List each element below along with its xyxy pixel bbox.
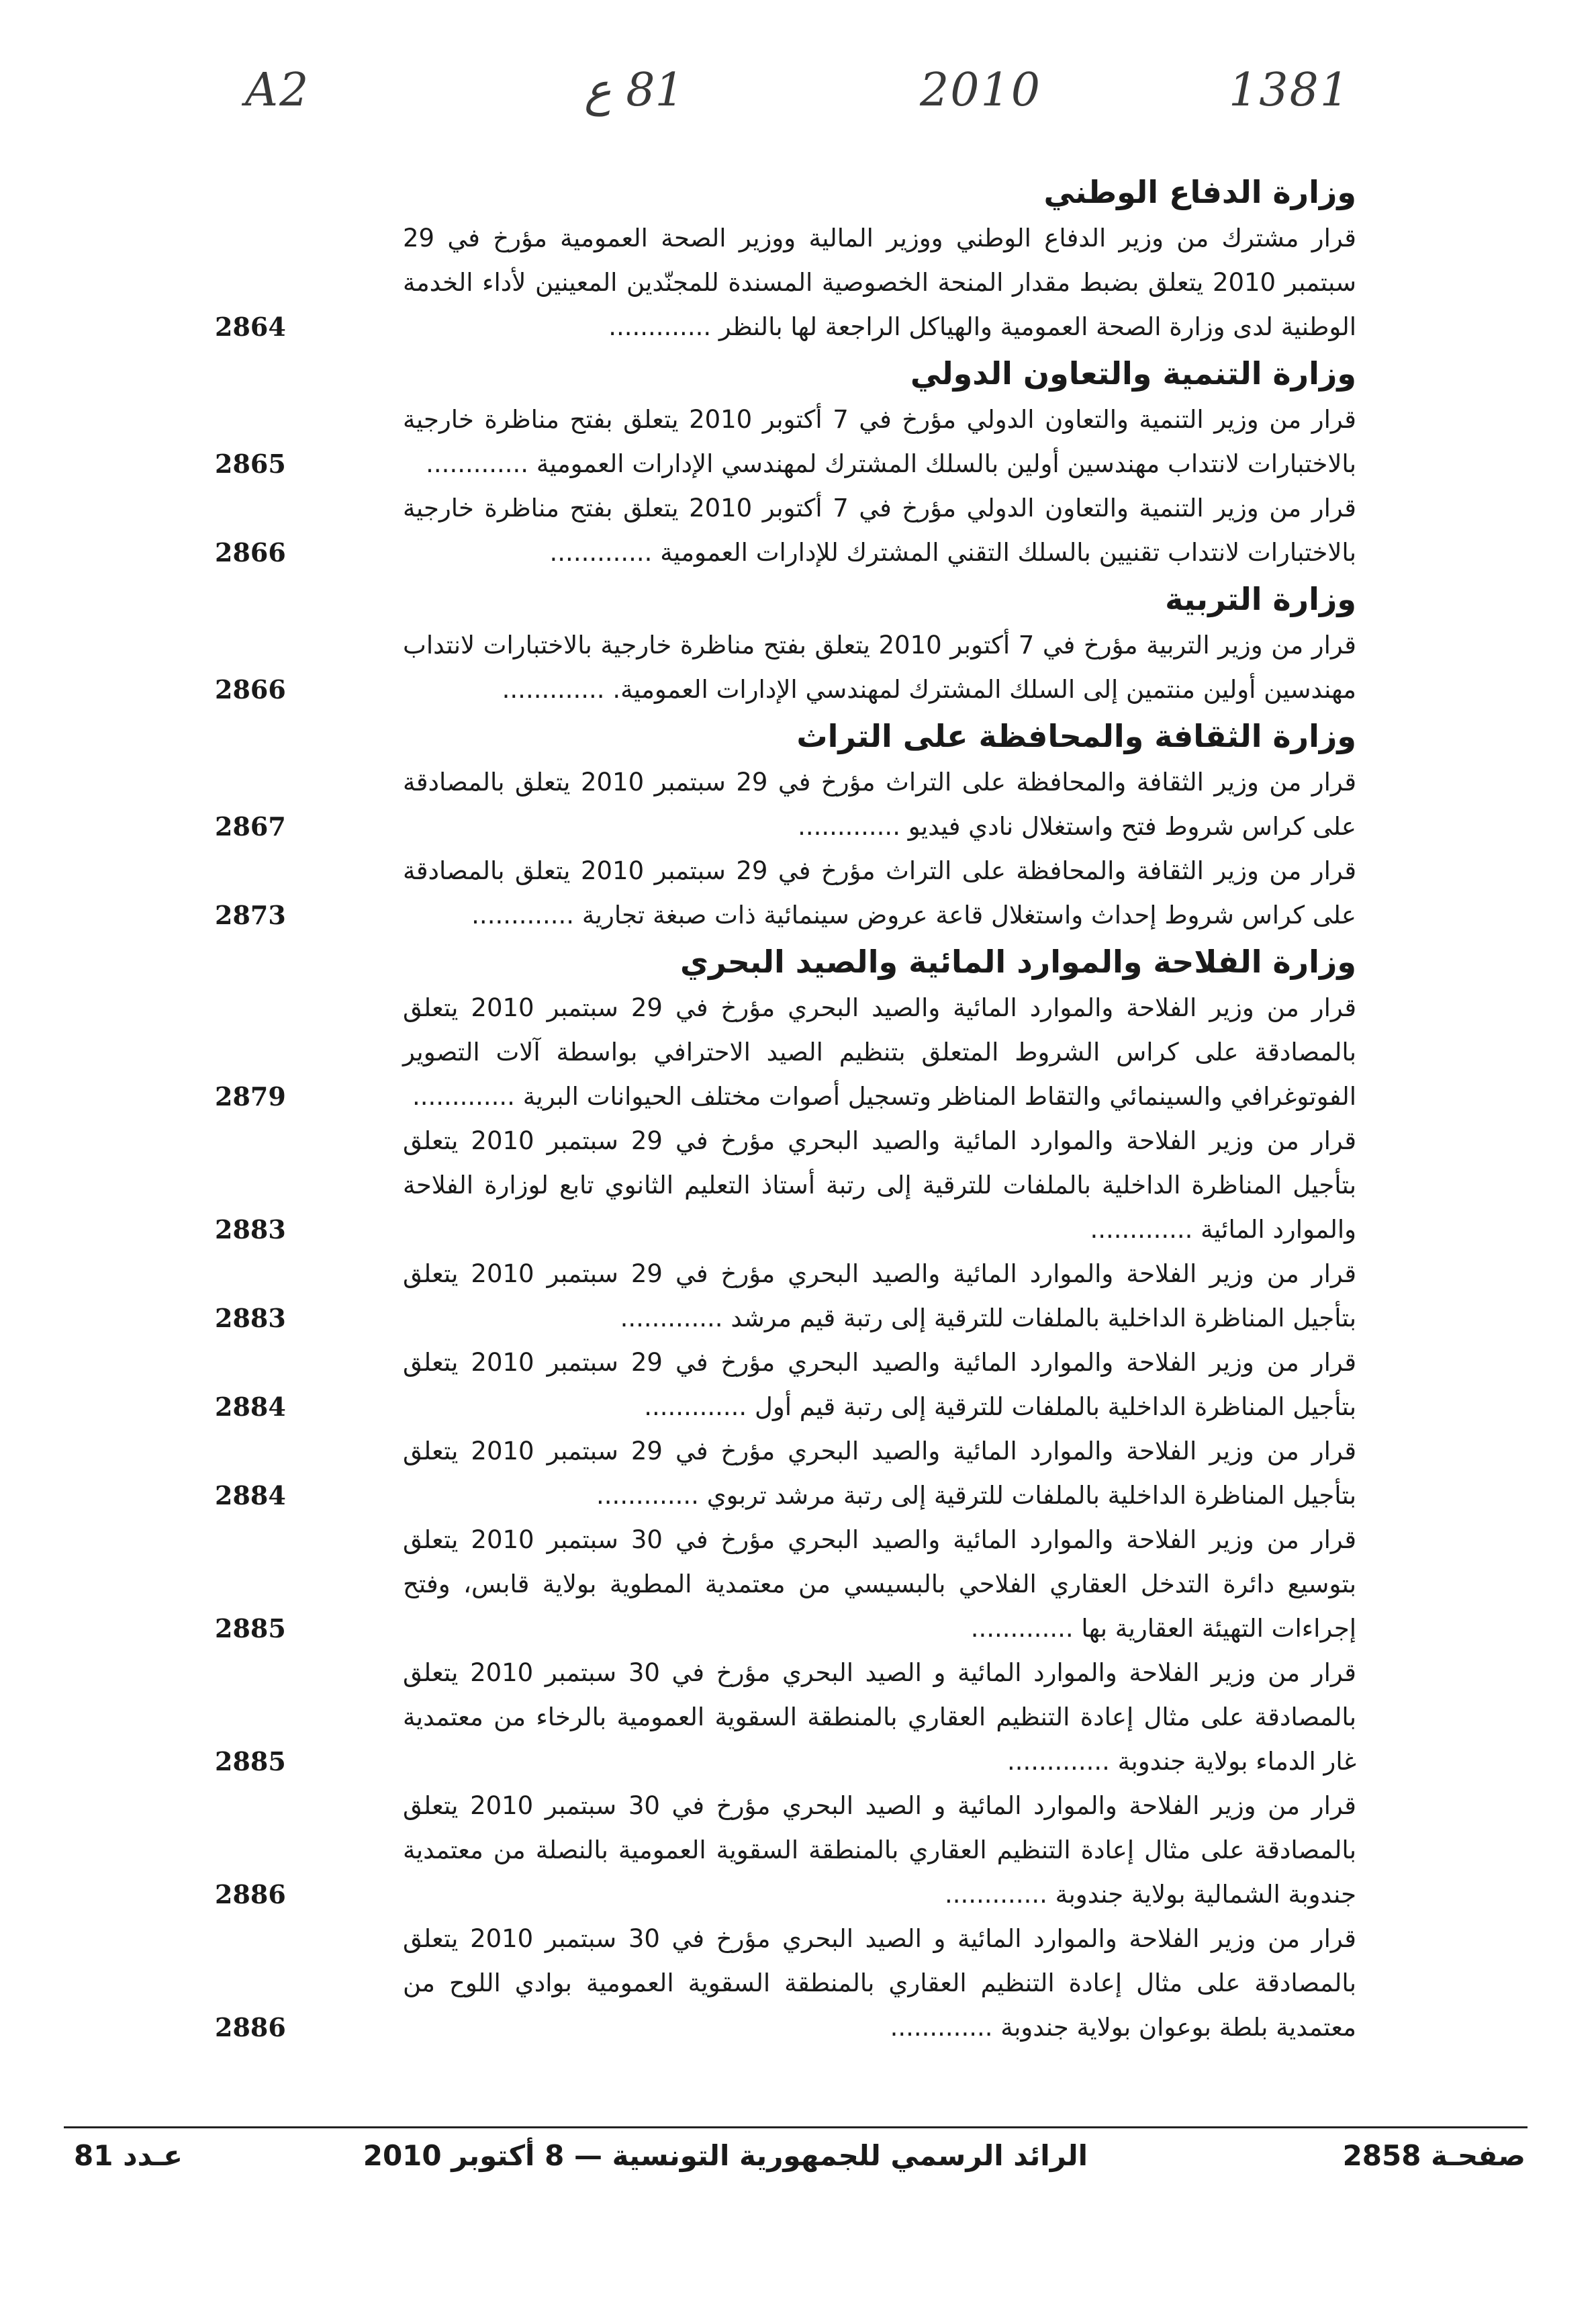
- leader-dots: .............: [596, 1481, 707, 1510]
- toc-entry: [215, 623, 1356, 712]
- entry-text: [403, 216, 1356, 349]
- entry-text: [403, 1917, 1356, 2050]
- entry-title: قرار من وزير الثقافة والمحافظة على التراث مؤرخ في 29 سبتمبر 2010 يتعلق بالمصادقة على كراس شروط إحداث واستغلال قاعة عروض سينمائية ذات صبغة تجارية: [403, 856, 1357, 930]
- entry-page-number: 2866: [215, 537, 286, 568]
- toc-entry: [215, 849, 1356, 938]
- entry-text: [403, 623, 1356, 712]
- leader-dots: .............: [970, 1614, 1082, 1643]
- section-title: وزارة التنمية والتعاون الدولي: [910, 355, 1356, 392]
- entry-page-number: 2866: [215, 674, 286, 705]
- section-title: وزارة الدفاع الوطني: [1043, 174, 1356, 210]
- entry-text: [403, 1341, 1356, 1429]
- toc-entry: [215, 1784, 1356, 1917]
- leader-dots: .............: [412, 1082, 523, 1111]
- toc-section: [215, 168, 1356, 349]
- entry-page-number: 2879: [215, 1081, 286, 1112]
- footer-publication-title: الرائد الرسمي للجمهورية التونسية — 8 أكتوبر 2010: [363, 2139, 1088, 2172]
- entry-page-number: 2886: [215, 1879, 286, 1909]
- footer-issue-number: عـدد 81: [74, 2139, 183, 2172]
- leader-dots: .............: [471, 901, 582, 930]
- entry-text: [403, 398, 1356, 486]
- entry-title: قرار من وزير التنمية والتعاون الدولي مؤرخ في 7 أكتوبر 2010 يتعلق بفتح مناظرة خارجية بالاختبارات لانتداب مهندسين أولين بالسلك المشترك لمهندسي الإدارات العمومية: [403, 405, 1356, 478]
- entry-page-number: 2885: [215, 1613, 286, 1643]
- entry-page-number: 2883: [215, 1214, 286, 1245]
- toc-section: [215, 349, 1356, 575]
- entry-page-number: 2883: [215, 1303, 286, 1333]
- leader-dots: .............: [620, 1304, 731, 1332]
- entry-title: قرار من وزير الفلاحة والموارد المائية والصيد البحري مؤرخ في 29 سبتمبر 2010 يتعلق بالمصادقة على كراس الشروط المتعلق بتنظيم الصيد الاحترافي بواسطة آلات التصوير الفوتوغرافي والسينمائي والتقاط المناظر وتسجيل أصوات مختلف الحيوانات البرية: [403, 993, 1357, 1111]
- entry-title: قرار من وزير الفلاحة والموارد المائية و الصيد البحري مؤرخ في 30 سبتمبر 2010 يتعلق بالمصادقة على مثال إعادة التنظيم العقاري بالمنطقة السقوية العمومية بوادي اللوح من معتمدية بلطة بوعوان بولاية جندوبة: [403, 1924, 1356, 2042]
- toc-entry: [215, 486, 1356, 575]
- entry-page-number: 2886: [215, 2012, 286, 2042]
- entry-page-number: 2873: [215, 900, 286, 930]
- entry-text: [403, 1252, 1356, 1341]
- leader-dots: .............: [944, 1880, 1055, 1909]
- entry-title: قرار من وزير الفلاحة والموارد المائية و الصيد البحري مؤرخ في 30 سبتمبر 2010 يتعلق بالمصادقة على مثال إعادة التنظيم العقاري بالمنطقة السقوية العمومية بالرخاء من معتمدية غار الدماء بولاية جندوبة: [403, 1658, 1356, 1776]
- entry-text: [403, 1784, 1356, 1917]
- leader-dots: .............: [608, 312, 719, 341]
- toc-section: [215, 575, 1356, 712]
- section-title: وزارة الفلاحة والموارد المائية والصيد البحري: [680, 944, 1356, 980]
- entry-text: [403, 849, 1356, 938]
- footer-divider: [64, 2126, 1528, 2128]
- entry-page-number: 2864: [215, 312, 286, 342]
- toc-entry: [215, 760, 1356, 849]
- toc-entry: [215, 1917, 1356, 2050]
- toc-entry: [215, 1341, 1356, 1429]
- entry-page-number: 2884: [215, 1480, 286, 1510]
- entry-title: قرار من وزير الفلاحة والموارد المائية والصيد البحري مؤرخ في 29 سبتمبر 2010 يتعلق بتأجيل المناظرة الداخلية بالملفات للترقية إلى رتبة أستاذ التعليم الثانوي تابع لوزارة الفلاحة والموارد المائية: [403, 1126, 1357, 1244]
- table-of-contents: [215, 168, 1356, 2050]
- toc-entry: [215, 1429, 1356, 1518]
- entry-text: [403, 486, 1356, 575]
- entry-page-number: 2885: [215, 1746, 286, 1776]
- toc-entry: [215, 1518, 1356, 1651]
- entry-title: قرار من وزير الفلاحة والموارد المائية والصيد البحري مؤرخ في 29 سبتمبر 2010 يتعلق بتأجيل المناظرة الداخلية بالملفات للترقية إلى رتبة قيم أول: [403, 1348, 1357, 1421]
- toc-entry: [215, 398, 1356, 486]
- leader-dots: .............: [890, 2013, 1001, 2042]
- leader-dots: .............: [426, 449, 536, 478]
- entry-text: [403, 1429, 1356, 1518]
- toc-entry: [215, 1651, 1356, 1784]
- section-title: وزارة التربية: [1165, 581, 1356, 617]
- footer-page-number: صفحـة 2858: [1342, 2139, 1525, 2172]
- leader-dots: .............: [502, 675, 613, 704]
- entry-page-number: 2867: [215, 811, 286, 842]
- toc-entry: [215, 1119, 1356, 1252]
- toc-entry: [215, 216, 1356, 349]
- entry-text: [403, 760, 1356, 849]
- entry-text: [403, 1518, 1356, 1651]
- handwritten-note-number: 1381: [1229, 64, 1351, 117]
- leader-dots: .............: [549, 538, 661, 567]
- entry-title: قرار من وزير الثقافة والمحافظة على التراث مؤرخ في 29 سبتمبر 2010 يتعلق بالمصادقة على كراس شروط فتح واستغلال نادي فيديو: [403, 768, 1357, 841]
- leader-dots: .............: [798, 812, 908, 841]
- entry-text: [403, 1119, 1356, 1252]
- entry-title: قرار من وزير التنمية والتعاون الدولي مؤرخ في 7 أكتوبر 2010 يتعلق بفتح مناظرة خارجية بالاختبارات لانتداب تقنيين بالسلك التقني المشترك للإدارات العمومية: [403, 494, 1356, 567]
- leader-dots: .............: [644, 1392, 755, 1421]
- handwritten-note-issue: 81 ع: [584, 64, 684, 117]
- handwritten-note-year: 2010: [920, 64, 1042, 117]
- section-title: وزارة الثقافة والمحافظة على التراث: [796, 718, 1356, 754]
- entry-page-number: 2865: [215, 449, 286, 479]
- leader-dots: .............: [1006, 1747, 1118, 1776]
- entry-text: [403, 1651, 1356, 1784]
- handwritten-note-a2: A2: [245, 64, 310, 117]
- toc-section: [215, 712, 1356, 938]
- entry-title: قرار مشترك من وزير الدفاع الوطني ووزير المالية ووزير الصحة العمومية مؤرخ في 29 سبتمبر 2010 يتعلق بضبط مقدار المنحة الخصوصية المسندة للمجنّدين المعينين لأداء الخدمة الوطنية لدى وزارة الصحة العمومية والهياكل الراجعة لها بالنظر: [403, 224, 1356, 341]
- entry-title: قرار من وزير الفلاحة والموارد المائية و الصيد البحري مؤرخ في 30 سبتمبر 2010 يتعلق بالمصادقة على مثال إعادة التنظيم العقاري بالمنطقة السقوية العمومية بالنصلة من معتمدية جندوبة الشمالية بولاية جندوبة: [403, 1791, 1356, 1909]
- entry-title: قرار من وزير الفلاحة والموارد المائية والصيد البحري مؤرخ في 30 سبتمبر 2010 يتعلق بتوسيع دائرة التدخل العقاري الفلاحي بالبسيسي من معتمدية المطوية بولاية قابس، وفتح إجراءات التهيئة العقارية بها: [403, 1525, 1357, 1643]
- toc-section: [215, 938, 1356, 2050]
- toc-entry: [215, 1252, 1356, 1341]
- leader-dots: .............: [1090, 1215, 1201, 1244]
- entry-text: [403, 986, 1356, 1119]
- entry-title: قرار من وزير الفلاحة والموارد المائية والصيد البحري مؤرخ في 29 سبتمبر 2010 يتعلق بتأجيل المناظرة الداخلية بالملفات للترقية إلى رتبة قيم مرشد: [403, 1259, 1357, 1332]
- entry-title: قرار من وزير التربية مؤرخ في 7 أكتوبر 2010 يتعلق بفتح مناظرة خارجية بالاختبارات لانتداب مهندسين أولين منتمين إلى السلك المشترك لمهندسي الإدارات العمومية.: [403, 631, 1356, 704]
- entry-title: قرار من وزير الفلاحة والموارد المائية والصيد البحري مؤرخ في 29 سبتمبر 2010 يتعلق بتأجيل المناظرة الداخلية بالملفات للترقية إلى رتبة مرشد تربوي: [403, 1437, 1357, 1510]
- toc-entry: [215, 986, 1356, 1119]
- entry-page-number: 2884: [215, 1392, 286, 1422]
